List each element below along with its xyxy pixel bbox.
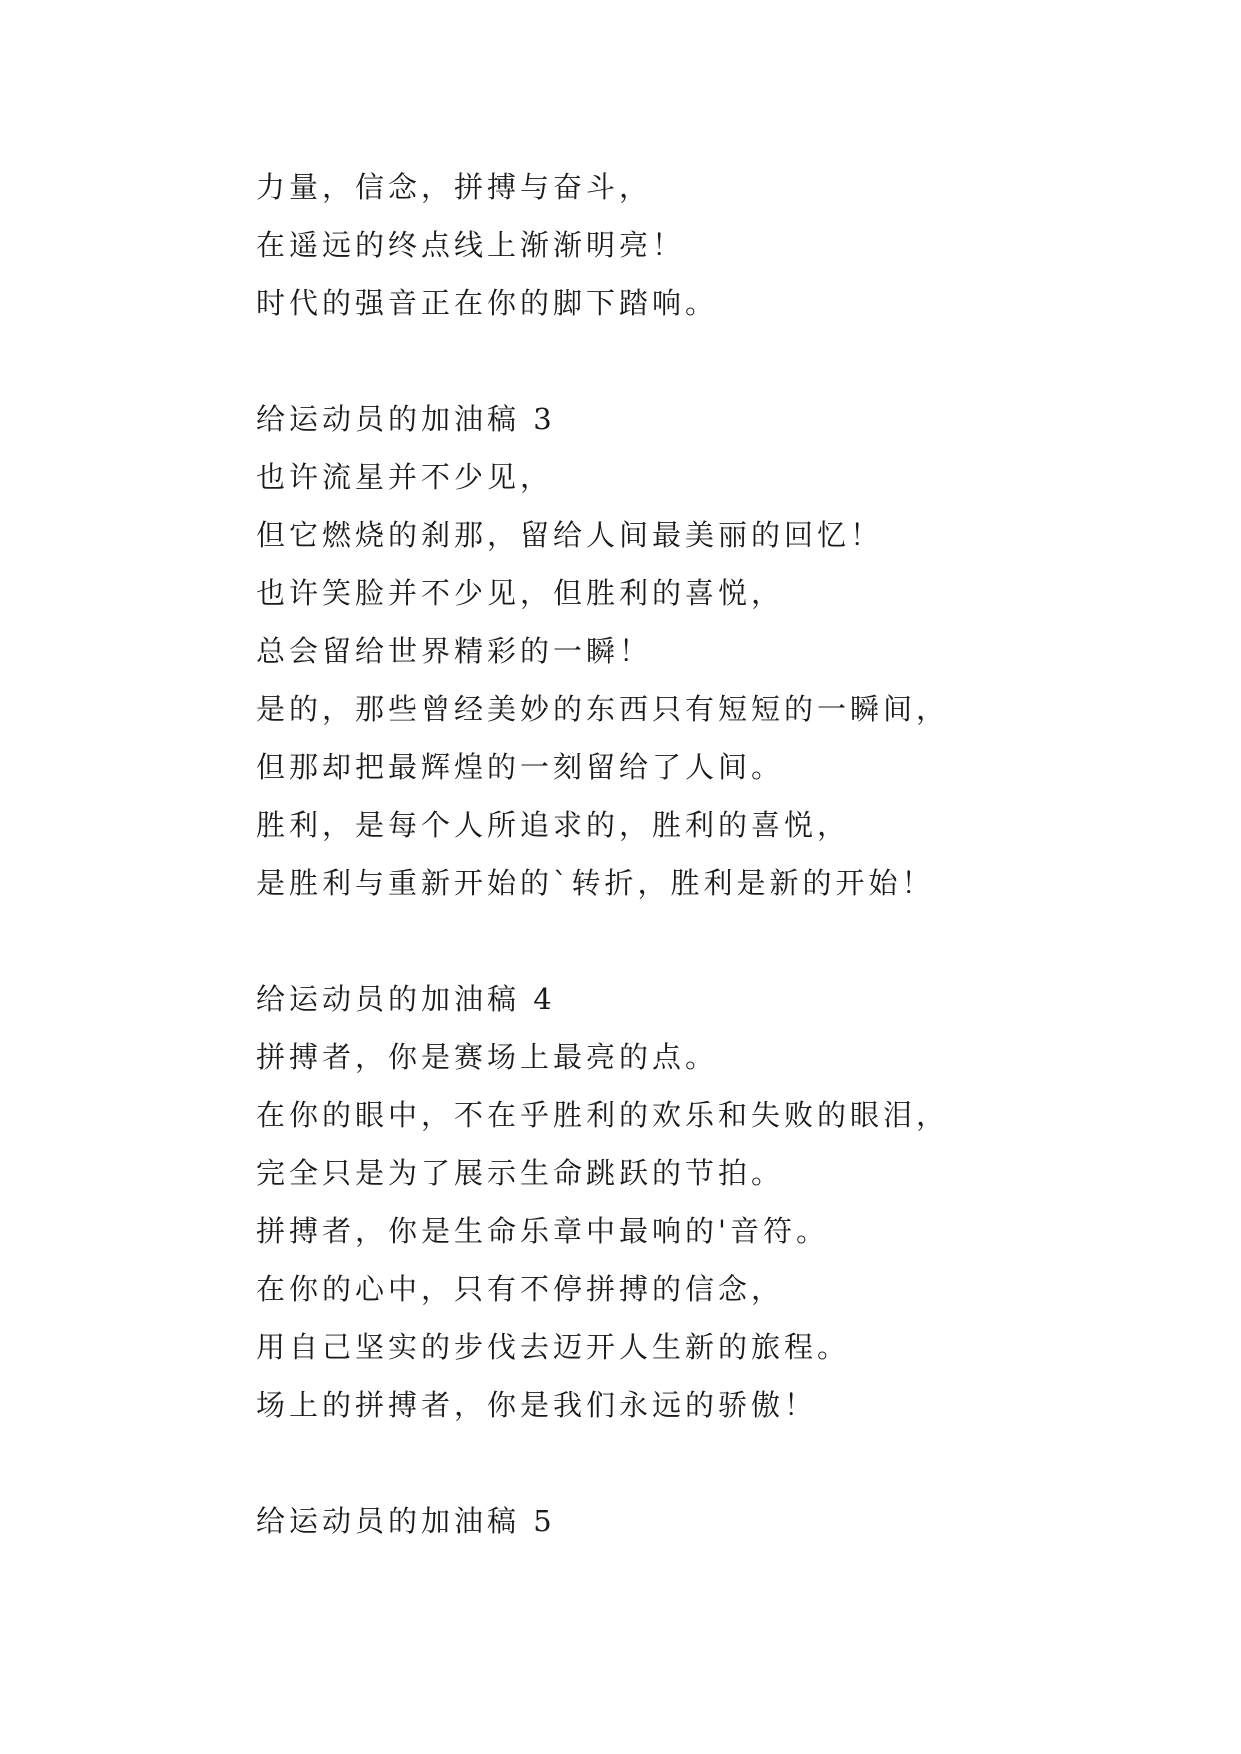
section4-line: 用自己坚实的步伐去迈开人生新的旅程。 [256, 1330, 851, 1364]
section4-line: 拼搏者，你是生命乐章中最响的'音符。 [256, 1214, 829, 1248]
intro-line: 力量，信念，拼搏与奋斗， [256, 170, 653, 204]
paragraph-gap [256, 332, 1156, 390]
section4-line: 在你的眼中，不在乎胜利的欢乐和失败的眼泪， [256, 1098, 950, 1132]
section3-line: 也许流星并不少见， [256, 460, 554, 494]
paragraph-gap [256, 1434, 1156, 1492]
section3-line: 是的，那些曾经美妙的东西只有短短的一瞬间， [256, 692, 950, 726]
section4-line: 完全只是为了展示生命跳跃的节拍。 [256, 1156, 785, 1190]
section4-line: 拼搏者，你是赛场上最亮的点。 [256, 1040, 719, 1074]
section4-line: 场上的拼搏者，你是我们永远的骄傲！ [256, 1388, 818, 1422]
section3-line: 但那却把最辉煌的一刻留给了人间。 [256, 750, 785, 784]
section3-line: 胜利，是每个人所追求的，胜利的喜悦， [256, 808, 851, 842]
section3-line: 总会留给世界精彩的一瞬！ [256, 634, 653, 668]
section3-line: 也许笑脸并不少见，但胜利的喜悦， [256, 576, 785, 610]
section4-line: 在你的心中，只有不停拼搏的信念， [256, 1272, 785, 1306]
section-heading-5: 给运动员的加油稿 5 [256, 1504, 556, 1538]
intro-line: 在遥远的终点线上渐渐明亮！ [256, 228, 686, 262]
section3-line: 是胜利与重新开始的`转折，胜利是新的开始！ [256, 866, 935, 900]
section3-line: 但它燃烧的刹那，留给人间最美丽的回忆！ [256, 518, 884, 552]
paragraph-gap [256, 912, 1156, 970]
section-heading-3: 给运动员的加油稿 3 [256, 402, 556, 436]
document-body [256, 158, 1156, 1550]
section-heading-4: 给运动员的加油稿 4 [256, 982, 556, 1016]
intro-line: 时代的强音正在你的脚下踏响。 [256, 286, 719, 320]
